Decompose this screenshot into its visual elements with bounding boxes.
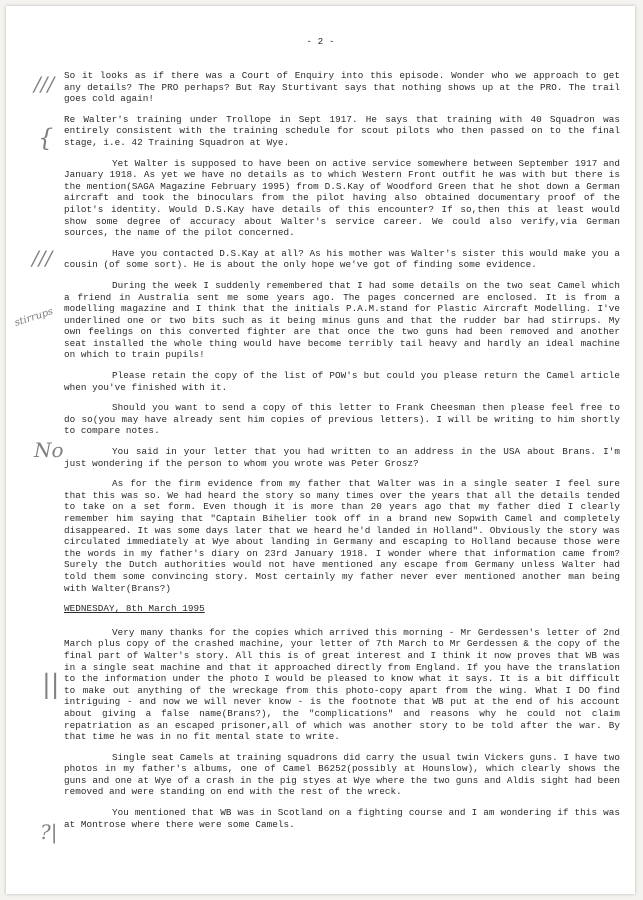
margin-mark: || — [42, 670, 60, 700]
paragraph: Very many thanks for the copies which arrived this morning - Mr Gerdessen's letter of 2nd March plus copy of the crashed machine, your letter of 7th March to Mr Gerdessen & the copy of the final part of Walter's story. All this is of great interest and I think it now proves that WB was in a single seat machine and that it approached directly from England. If you have the translation to the information under the photo I would be pleased to know what it says. It is a bit difficult to make out anything of the wreckage from this photo-copy apart from the wing. What I DO find intriguing - and now we will never know - is the footnote that WB put at the end of his account about giving a false name(Brans?), the "complications" and reasons why he could not claim repatriation as an escaped prisoner,all of which was another story to be told after the war. By that time he was in no fit mental state to write. — [64, 626, 620, 743]
margin-brace: { — [38, 124, 54, 152]
paragraph: Re Walter's training under Trollope in Sept 1917. He says that training with 40 Squadron was entirely consistent with the training schedule for scout pilots who then passed on to the final stage, i.e. 42 Training Squadron at Wye. — [64, 113, 620, 148]
paragraph: So it looks as if there was a Court of Enquiry into this episode. Wonder who we approach to get any details? The PRO perhaps? But Ray Sturtivant says that nothing shows up at the PRO. The trail goes cold again! — [64, 70, 620, 105]
paragraph: Have you contacted D.S.Kay at all? As his mother was Walter's sister this would make you a cousin (of some sort). He is about the only hope we've got of finding some evidence. — [64, 247, 620, 271]
paragraph: Please retain the copy of the list of POW's but could you please return the Camel article when you've finished with it. — [64, 370, 620, 393]
paragraph: Single seat Camels at training squadrons did carry the usual twin Vickers guns. I have two photos in my father's albums, one of Camel B6252(possibly at Hounslow), which clearly shows the guns and one at Wye of a crash in the pig styes at Wye where the two guns and Aldis sight had been removed and were standing on end with the rest of the wreck. — [64, 751, 620, 798]
paragraph: Yet Walter is supposed to have been on active service somewhere between September 1917 and January 1918. As yet we have no details as to which Western Front outfit he was with but there is the mention(SAGA Magazine February 1995) from D.S.Kay of Woodford Green that he shot down a German aircraft and took the binoculars from the pilot having also obtained documentary proof of the pilot's identity. Would D.S.Kay have details of this encounter? If so,then this at least would show some degree of accuracy about Walter's service career. We could also verify,via German sources, the name of the pilot concerned. — [64, 157, 620, 239]
letter-body — [64, 70, 620, 839]
margin-mark: ?| — [40, 820, 58, 844]
margin-mark: /// — [32, 246, 53, 270]
letter-page — [6, 6, 635, 894]
date-heading: WEDNESDAY, 8th March 1995 — [64, 603, 205, 615]
margin-mark: /// — [34, 72, 55, 96]
paragraph: As for the firm evidence from my father that Walter was in a single seater I feel sure that this was so. We had heard the story so many times over the years that all the details tended to take on a set form. Even though it is more than 20 years ago that my father died I clearly remember him saying that "Captain Bihelier took off in a brand new Sopwith Camel and completely disappeared. It was some days later that we heard he'd landed in Holland". Obviously the story was circulated immediately at Wye about landing in Germany and escaping to Holland because those were the words in my father's diary on 23rd January 1918. I wonder where that information came from? Surely the Dutch authorities would not have mentioned any escape from Germany unless Walter had told them some convincing story. Most certainly my father never ever mentioned another man being with Walter(Brans?) — [64, 478, 620, 594]
paragraph: During the week I suddenly remembered that I had some details on the two seat Camel which a friend in Australia sent me some years ago. The pages concerned are enclosed. It is from a modelling magazine and I think that the initials P.A.M.stand for Plastic Aircraft Modelling. I've underlined one or two bits such as it being minus guns and that the rudder bar had stirrups. My own feelings on this converted fighter are that once the two guns had been removed and another seat installed the whole thing would have become terribly tail heavy and hardly an ideal machine on which to train pupils! — [64, 279, 620, 361]
margin-handwritten-note: stirrups — [13, 306, 55, 329]
paragraph: You said in your letter that you had written to an address in the USA about Brans. I'm just wondering if the person to whom you wrote was Peter Grosz? — [64, 446, 620, 469]
page-number: - 2 - — [306, 36, 335, 47]
paragraph: You mentioned that WB was in Scotland on a fighting course and I am wondering if this was at Montrose where there were some Camels. — [64, 807, 620, 830]
margin-mark: No — [34, 438, 64, 462]
paragraph: Should you want to send a copy of this letter to Frank Cheesman then please feel free to do so(you may have already sent him copies of previous letters). I will be writing to him shortly to compare notes. — [64, 402, 620, 437]
